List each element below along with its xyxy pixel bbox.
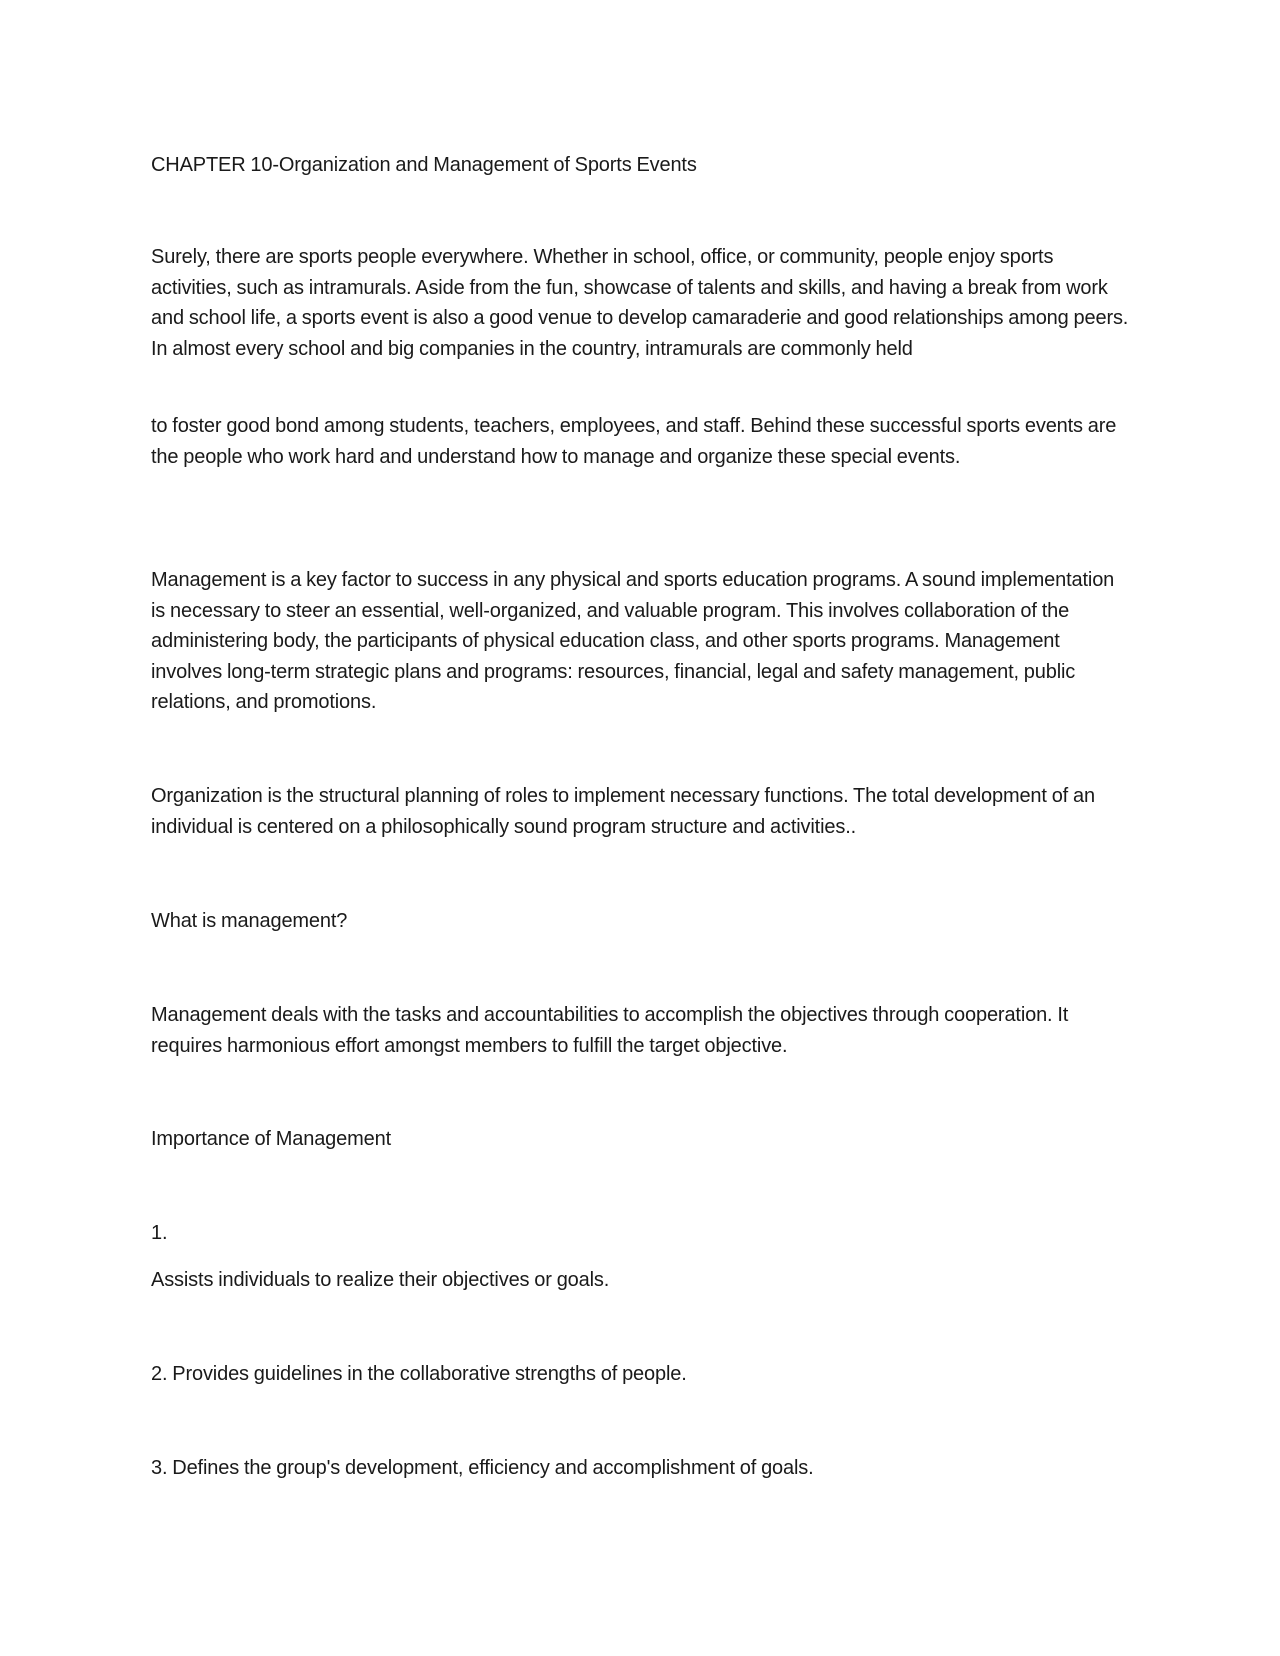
list-item: 2. Provides guidelines in the collaborative strengths of people. <box>151 1363 687 1385</box>
intro-paragraph-continued: to foster good bond among students, teachers, employees, and staff. Behind these successful sports events are the people who work hard and understand how to manage and organize these special events. <box>151 415 1117 468</box>
list-item: Assists individuals to realize their objectives or goals. <box>151 1269 610 1291</box>
management-paragraph: Management is a key factor to success in any physical and sports education programs. A sound implementation is necessary to steer an essential, well-organized, and valuable program. This involves collaboration of the administering body, the participants of physical education class, and other sports programs. Management involves long-term strategic plans and programs: resources, financial, legal and safety management, public relations, and promotions. <box>151 569 1115 713</box>
chapter-title: CHAPTER 10-Organization and Management of Sports Events <box>151 154 697 176</box>
management-question-heading: What is management? <box>151 910 348 932</box>
list-number: 1. <box>151 1222 168 1244</box>
organization-paragraph: Organization is the structural planning of roles to implement necessary functions. The total development of an individual is centered on a philosophically sound program structure and activities.. <box>151 785 1095 838</box>
management-definition-paragraph: Management deals with the tasks and accountabilities to accomplish the objectives through cooperation. It requires harmonious effort amongst members to fulfill the target objective. <box>151 1004 1069 1057</box>
importance-section-heading: Importance of Management <box>151 1128 391 1150</box>
intro-paragraph: Surely, there are sports people everywhere. Whether in school, office, or community, people enjoy sports activities, such as intramurals. Aside from the fun, showcase of talents and skills, and having a break from work and school life, a sports event is also a good venue to develop camaraderie and good relationships among peers. In almost every school and big companies in the country, intramurals are commonly held <box>151 246 1129 360</box>
list-item: 3. Defines the group's development, efficiency and accomplishment of goals. <box>151 1457 814 1479</box>
